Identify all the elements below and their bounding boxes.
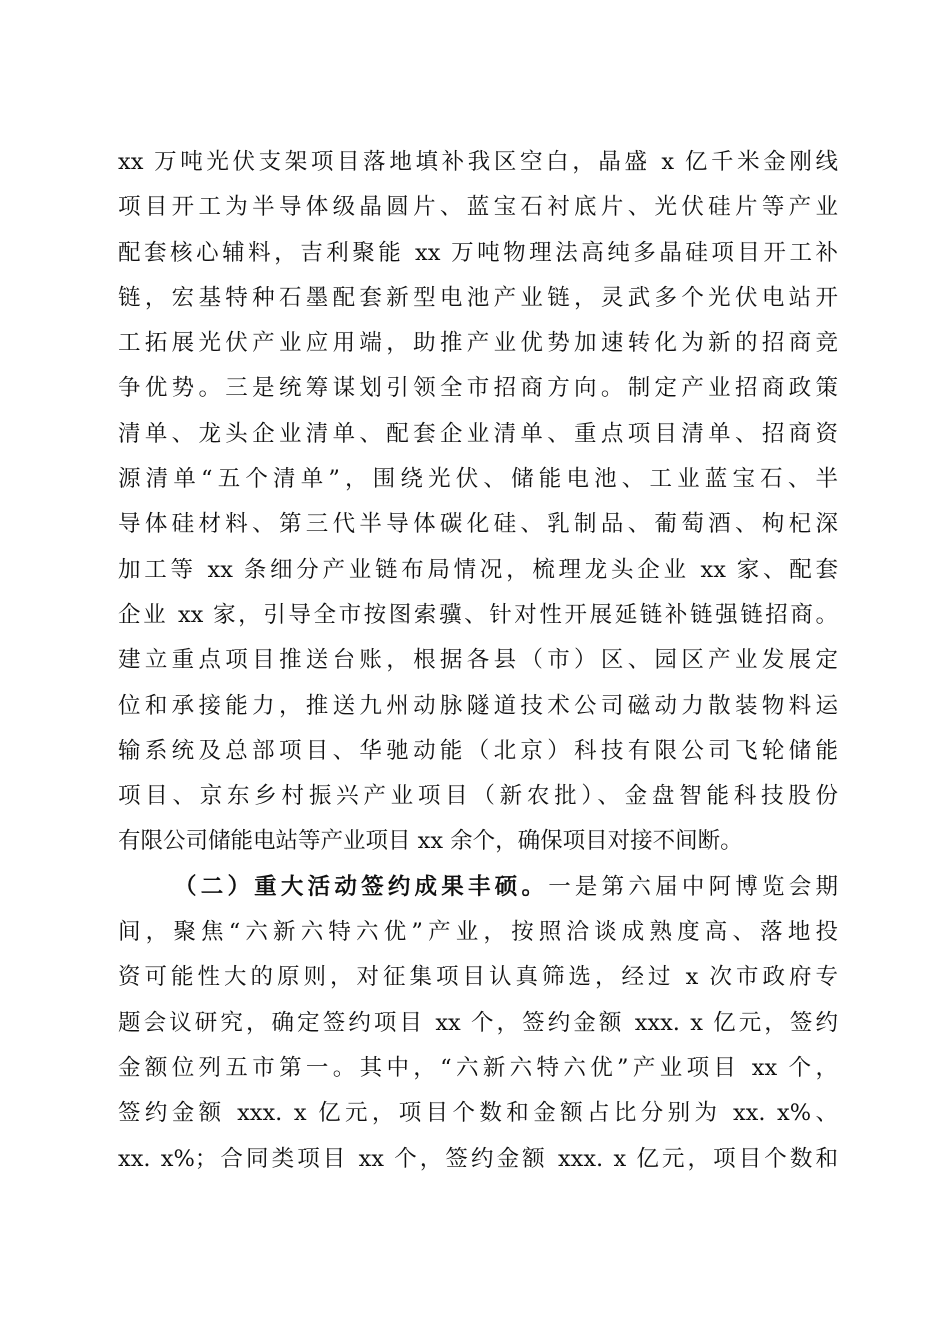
text-line: 输系统及总部项目、华驰动能（北京）科技有限公司飞轮储能 xyxy=(118,737,838,764)
text-line: 项目、京东乡村振兴产业项目（新农批）、金盘智能科技股份 xyxy=(118,783,838,810)
text-line: 资可能性大的原则，对征集项目认真筛选，经过 x 次市政府专 xyxy=(118,964,838,991)
text-line: 金额位列五市第一。其中，“六新六特六优”产业项目 xx 个， xyxy=(118,1054,838,1081)
section-first-line-text: 一是第六届中阿博览会期 xyxy=(548,873,838,900)
text-line: xx 万吨光伏支架项目落地填补我区空白，晶盛 x 亿千米金刚线 xyxy=(118,149,838,175)
text-line: 导体硅材料、第三代半导体碳化硅、乳制品、葡萄酒、枸杞深 xyxy=(118,511,838,538)
body-text xyxy=(118,140,838,1182)
text-line: 题会议研究，确定签约项目 xx 个，签约金额 xxx. x 亿元，签约 xyxy=(118,1009,838,1036)
text-line: 配套核心辅料，吉利聚能 xx 万吨物理法高纯多晶硅项目开工补 xyxy=(118,239,838,266)
text-line: xx. x%；合同类项目 xx 个，签约金额 xxx. x 亿元，项目个数和 xyxy=(118,1145,838,1172)
text-line: 加工等 xx 条细分产业链布局情况，梳理龙头企业 xx 家、配套 xyxy=(118,556,838,583)
section-first-line xyxy=(118,865,838,910)
text-line: 有限公司储能电站等产业项目 xx 余个，确保项目对接不间断。 xyxy=(118,828,743,855)
text-line: 争优势。三是统筹谋划引领全市招商方向。制定产业招商政策 xyxy=(118,375,838,402)
text-line: 间，聚焦“六新六特六优”产业，按照洽谈成熟度高、落地投 xyxy=(118,919,838,946)
text-line: 企业 xx 家，引导全市按图索骥、针对性开展延链补链强链招商。 xyxy=(118,601,838,628)
text-line: 清单、龙头企业清单、配套企业清单、重点项目清单、招商资 xyxy=(118,420,838,447)
text-line: 建立重点项目推送台账，根据各县（市）区、园区产业发展定 xyxy=(118,647,838,674)
section-heading: （二）重大活动签约成果丰硕。 xyxy=(174,873,549,900)
text-line: 项目开工为半导体级晶圆片、蓝宝石衬底片、光伏硅片等产业 xyxy=(118,194,838,221)
text-line: 源清单“五个清单”，围绕光伏、储能电池、工业蓝宝石、半 xyxy=(118,466,838,493)
text-line: 工拓展光伏产业应用端，助推产业优势加速转化为新的招商竞 xyxy=(118,330,838,357)
text-line: 位和承接能力，推送九州动脉隧道技术公司磁动力散装物料运 xyxy=(118,692,838,719)
text-line: 链，宏基特种石墨配套新型电池产业链，灵武多个光伏电站开 xyxy=(118,284,838,311)
text-line: 签约金额 xxx. x 亿元，项目个数和金额占比分别为 xx. x%、 xyxy=(118,1100,838,1127)
